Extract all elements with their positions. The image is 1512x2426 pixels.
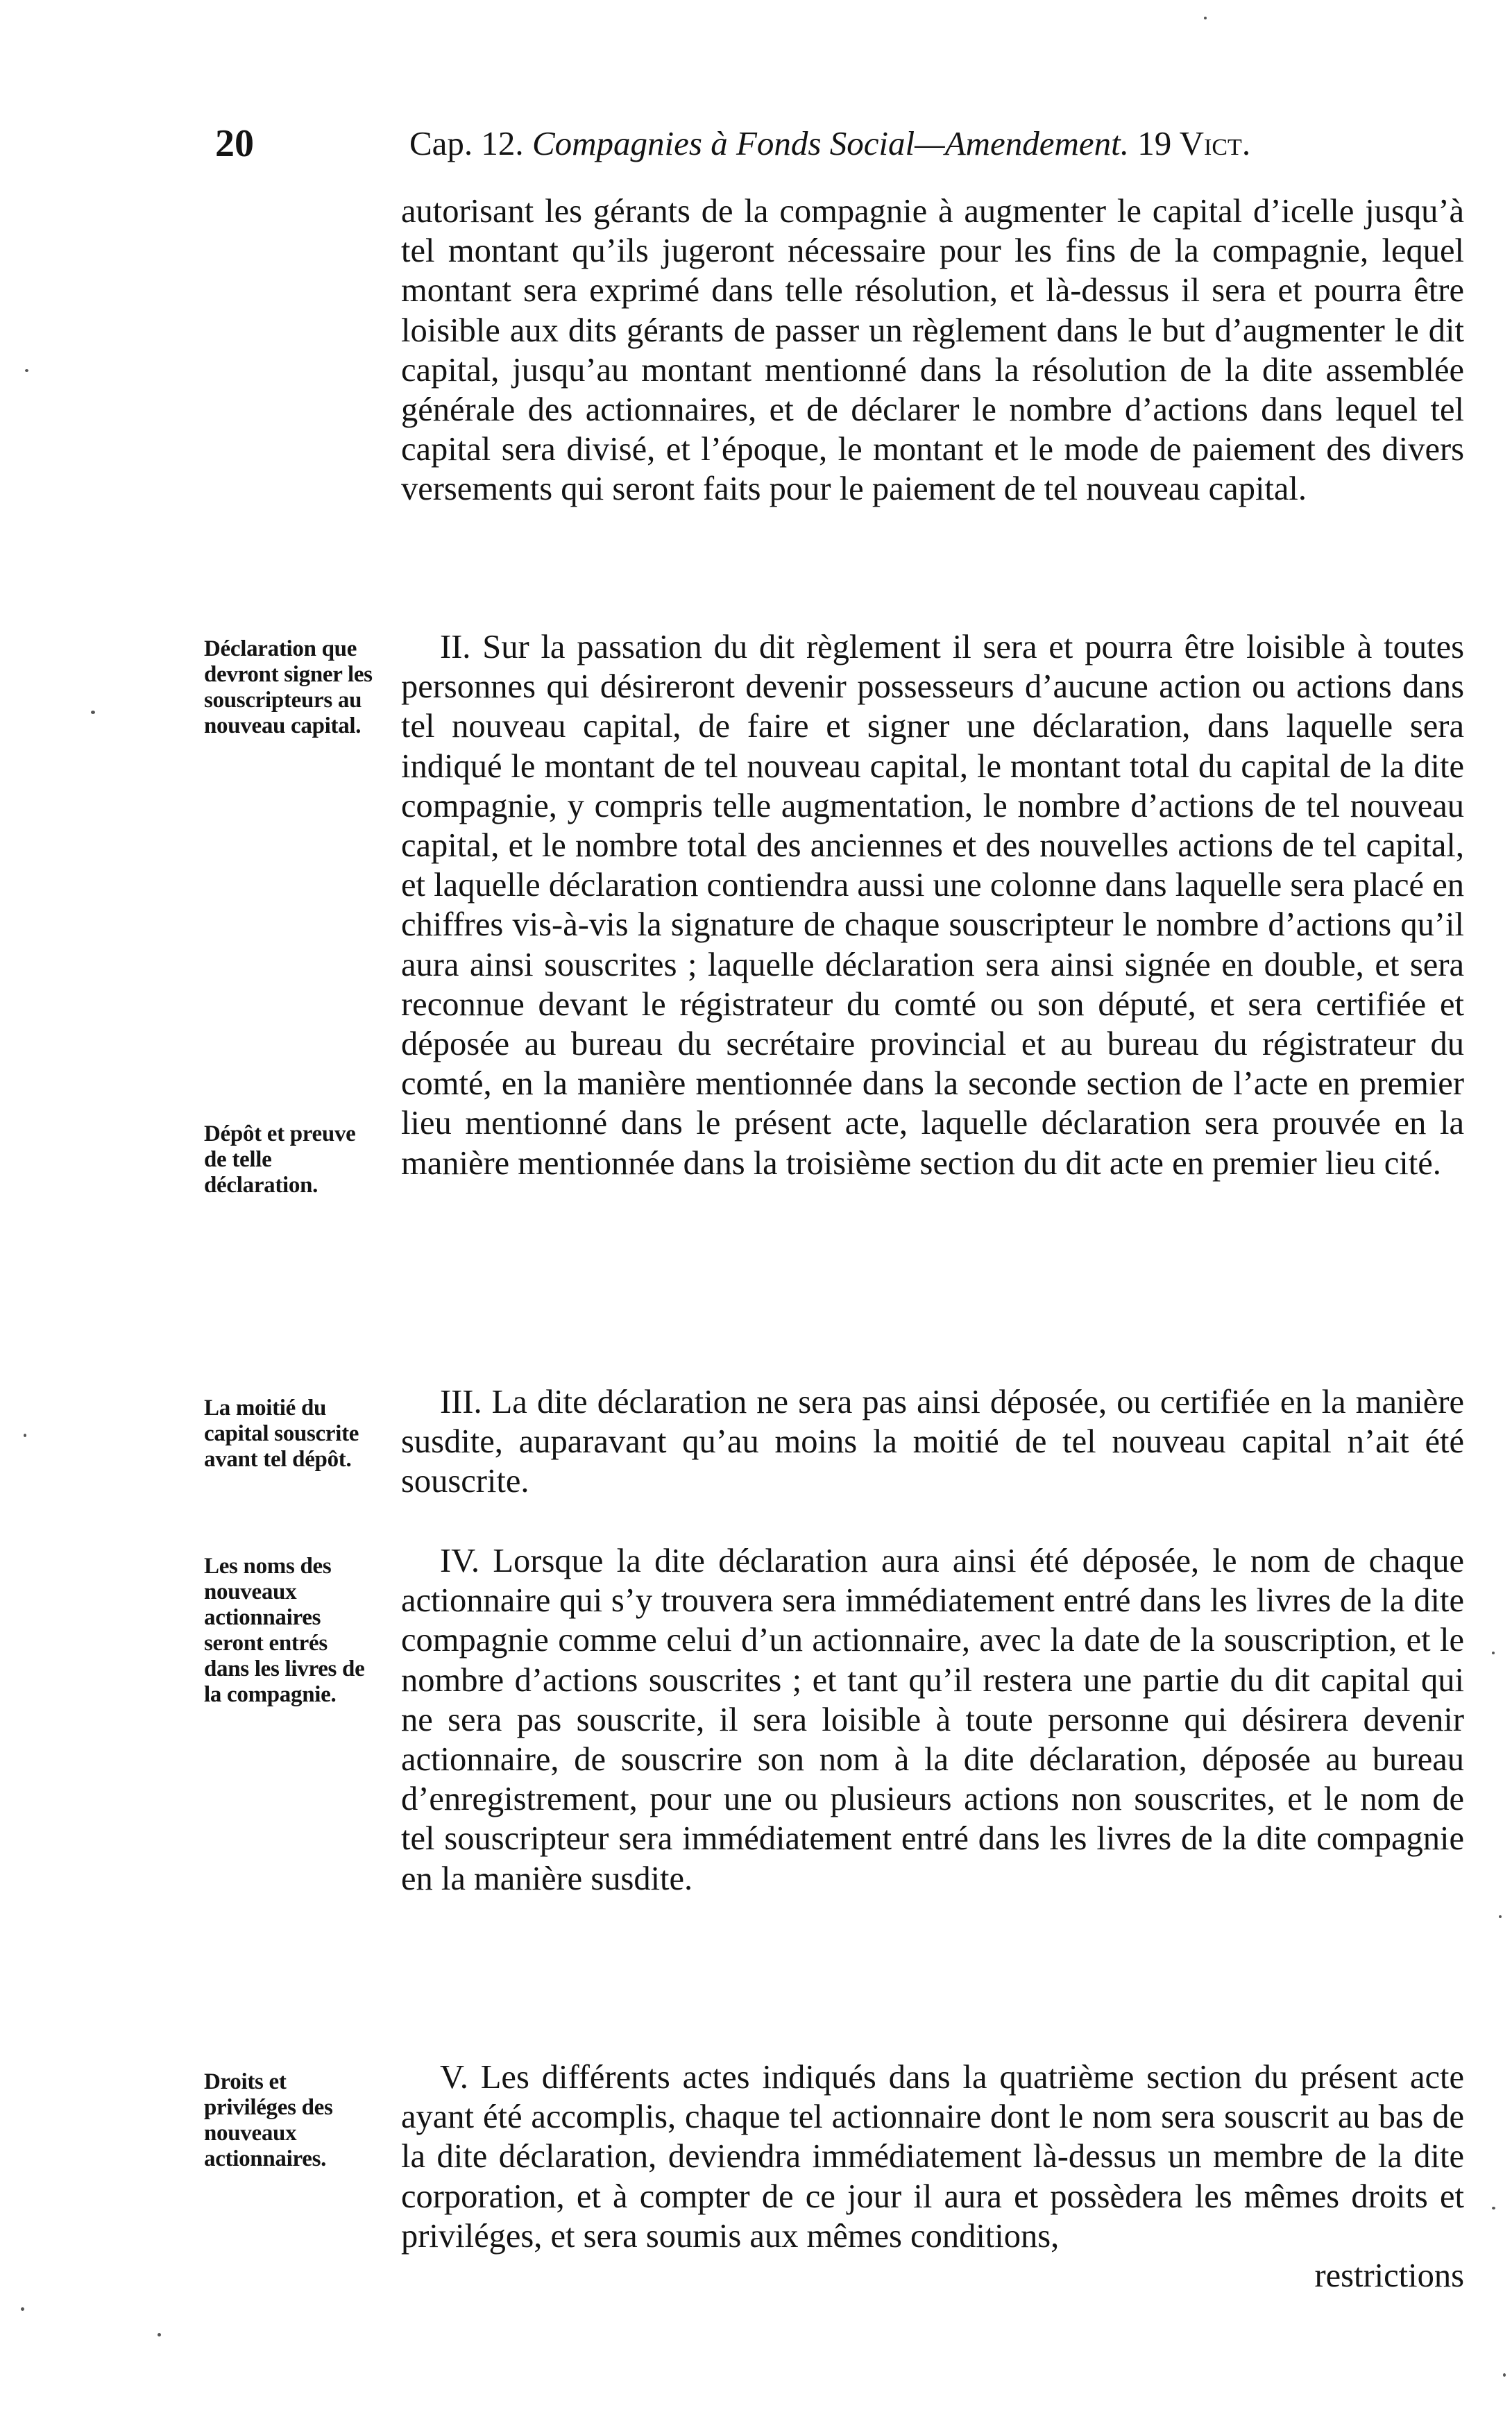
catchword: restrictions — [1314, 2257, 1464, 2295]
section-3-text: III. La dite déclaration ne sera pas ainsi déposée, ou certifiée en la manière susdite, auparavant qu’au moins la moitié de tel nouveau capital n’ait été souscrite. — [401, 1384, 1464, 1500]
section-4-text: IV. Lorsque la dite déclaration aura ainsi été déposée, le nom de chaque actionnaire qui s’y trouvera sera immédiatement entré dans les livres de la dite compagnie comme celui d’un actionnaire, avec la date de la souscription, et le nombre d’actions souscrites ; et tant qu’il restera une partie du dit capital qui ne sera pas souscrite, il sera loisible à toute personne qui désirera devenir actionnaire, de souscrire son nom à la dite déclaration, déposée au bureau d’enregistrement, pour une ou plusieurs actions non souscrites, et le nom de tel souscripteur sera immédiatement entré dans les livres de la dite compagnie en la manière susdite. — [401, 1543, 1464, 1897]
margin-note-shareholder-names: Les noms des nouveaux actionnaires seront entrés dans les livres de la compagnie. — [204, 1554, 365, 1707]
scan-speck — [1503, 2373, 1506, 2377]
running-header — [215, 119, 1478, 168]
scan-speck — [1204, 17, 1207, 19]
section-2 — [401, 627, 1464, 1183]
continued-paragraph — [401, 192, 1464, 509]
scan-speck — [158, 2333, 161, 2336]
scan-speck — [1499, 1915, 1502, 1918]
section-4 — [401, 1541, 1464, 1899]
section-5-text: V. Les différents actes indiqués dans la quatrième section du présent acte ayant été accomplis, chaque tel actionnaire dont le nom sera souscrit au bas de la dite déclaration, deviendra immédiatement là-dessus un membre de la dite corporation, et à compter de ce jour il aura et possèdera les mêmes droits et priviléges, et sera soumis aux mêmes conditions, — [401, 2059, 1464, 2255]
scan-speck — [25, 369, 28, 372]
scan-speck — [1492, 2207, 1495, 2209]
section-5 — [401, 2058, 1464, 2296]
act-title: Compagnies à Fonds Social—Amendement. — [532, 124, 1130, 162]
margin-note-half-capital: La moitié du capital souscrite avant tel dépôt. — [204, 1396, 359, 1472]
chapter-label: Cap. 12. — [409, 124, 524, 162]
regnal-year: 19 Vict. — [1137, 124, 1251, 162]
section-2-text: II. Sur la passation du dit règlement il sera et pourra être loisible à toutes personnes qui désireront devenir possesseurs d’aucune action ou actions dans tel nouveau capital, de faire et signer une déclaration, dans laquelle sera indiqué le montant de tel nouveau capital, le montant total du capital de la dite compagnie, y compris telle augmentation, le nombre d’actions de tel nouveau capital, et le nombre total des anciennes et des nouvelles actions de tel capital, et laquelle déclaration contiendra aussi une colonne dans laquelle sera placé en chiffres vis-à-vis la signature de chaque souscripteur le nombre d’actions qu’il aura ainsi souscrites ; laquelle déclaration sera ainsi signée en double, et sera reconnue devant le régistrateur du comté ou son député, et sera certifiée et déposée au bureau du secrétaire provincial et au bureau du régistrateur du comté, en la manière mentionnée dans la seconde section de l’acte en premier lieu mentionné dans le présent acte, laquelle déclaration sera prouvée en la manière mentionnée dans la troisième section du dit acte en premier lieu cité. — [401, 629, 1464, 1182]
running-title — [409, 119, 1250, 168]
scan-speck — [1492, 1652, 1495, 1654]
margin-note-deposit: Dépôt et preuve de telle déclaration. — [204, 1121, 356, 1198]
margin-note-declaration: Déclaration que devront signer les souscripteurs au nouveau capital. — [204, 636, 373, 738]
paragraph-text: autorisant les gérants de la compagnie à augmenter le capital d’icelle jusqu’à tel montant qu’ils jugeront nécessaire pour les fins de la compagnie, lequel montant sera exprimé dans telle résolution, et là-dessus il sera et pourra être loisible aux dits gérants de passer un règlement dans le but d’augmenter le dit capital, jusqu’au montant mentionné dans la résolution de la dite assemblée générale des actionnaires, et de déclarer le nombre d’actions dans lequel tel capital sera divisé, et l’époque, le montant et le mode de paiement des divers versements qui seront faits pour le paiement de tel nouveau capital. — [401, 193, 1464, 508]
margin-note-rights: Droits et priviléges des nouveaux actionnaires. — [204, 2069, 333, 2171]
scan-speck — [21, 2307, 24, 2311]
scan-speck — [91, 711, 95, 714]
section-3 — [401, 1382, 1464, 1502]
page-number: 20 — [215, 122, 254, 165]
scan-speck — [24, 1434, 26, 1437]
